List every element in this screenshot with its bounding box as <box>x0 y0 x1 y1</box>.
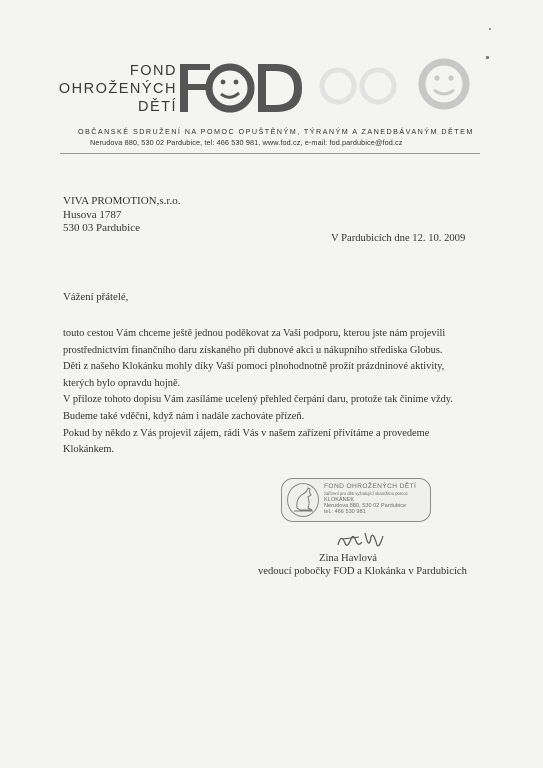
stamp-name: KLOKÁNEK <box>324 496 355 503</box>
stamp-text <box>324 483 428 516</box>
fod-logo <box>176 58 306 116</box>
org-name-line-1: FOND <box>129 63 177 79</box>
body-line: Pokud by někdo z Vás projevil zájem, rádi Vás v našem zařízení přivítáme a provedeme <box>63 427 430 439</box>
scan-speck <box>489 28 491 30</box>
recipient-address <box>63 195 180 236</box>
letterhead-divider <box>60 153 480 154</box>
stamp-subtitle: zařízení pro děti vyžadující okamžitou pomoc <box>324 490 408 496</box>
signer-title: vedoucí pobočky FOD a Klokánka v Pardubicích <box>258 566 467 577</box>
body-line: Budeme také vděčni, když nám i nadále zachováte přízeň. <box>63 410 305 422</box>
body-line: kterých bylo opravdu hojně. <box>63 377 181 389</box>
handwritten-signature <box>335 527 395 553</box>
organization-name <box>59 62 177 116</box>
recipient-line: Husova 1787 <box>63 208 122 221</box>
letter-body <box>63 326 483 459</box>
body-line: Klokánkem. <box>63 444 115 456</box>
org-name-line-2: OHROŽENÝCH <box>58 81 177 97</box>
signer-name: Zina Havlová <box>319 553 377 564</box>
kangaroo-icon <box>288 484 318 516</box>
organization-tagline: OBČANSKÉ SDRUŽENÍ NA POMOC OPUŠTĚNÝM, TÝRANÝM A ZANEDBÁVANÝM DĚTEM <box>78 127 474 136</box>
organization-contact: Nerudova 880, 530 02 Pardubice, tel: 466 530 981, www.fod.cz, e-mail: fod.pardubice@fod.cz <box>90 138 403 147</box>
stamp-title: FOND OHROŽENÝCH DĚTÍ <box>324 483 417 490</box>
stamp-address: Nerudova 880, 530 02 Pardubice <box>324 502 407 509</box>
faded-logo-watermark <box>316 54 476 114</box>
stamp-phone: tel.: 466 530 981 <box>324 509 366 516</box>
recipient-line: VIVA PROMOTION,s.r.o. <box>63 195 181 207</box>
body-line-text: touto cestou Vám chceme ještě jednou poděkovat za Vaši podporu, kterou jste nám projevili <box>63 328 446 339</box>
recipient-line: 530 03 Pardubice <box>63 222 140 235</box>
scan-speck <box>486 56 489 59</box>
letter-date: V Pardubicích dne 12. 10. 2009 <box>331 233 466 244</box>
body-line <box>63 326 483 343</box>
organization-stamp <box>281 478 431 522</box>
body-line: prostřednictvím finančního daru získaného při dubnové akci u nákupního střediska Globus. <box>63 344 443 356</box>
stamp-emblem <box>287 483 319 517</box>
org-name-line-3: DĚTÍ <box>137 99 177 115</box>
body-line: V příloze tohoto dopisu Vám zasíláme ucelený přehled čerpání daru, protože tak činíme vždy. <box>63 394 453 406</box>
salutation: Vážení přátelé, <box>63 291 129 303</box>
body-line: Děti z našeho Klokánku mohly díky Vaší pomoci plnohodnotně prožít prázdninové aktivity, <box>63 361 445 373</box>
